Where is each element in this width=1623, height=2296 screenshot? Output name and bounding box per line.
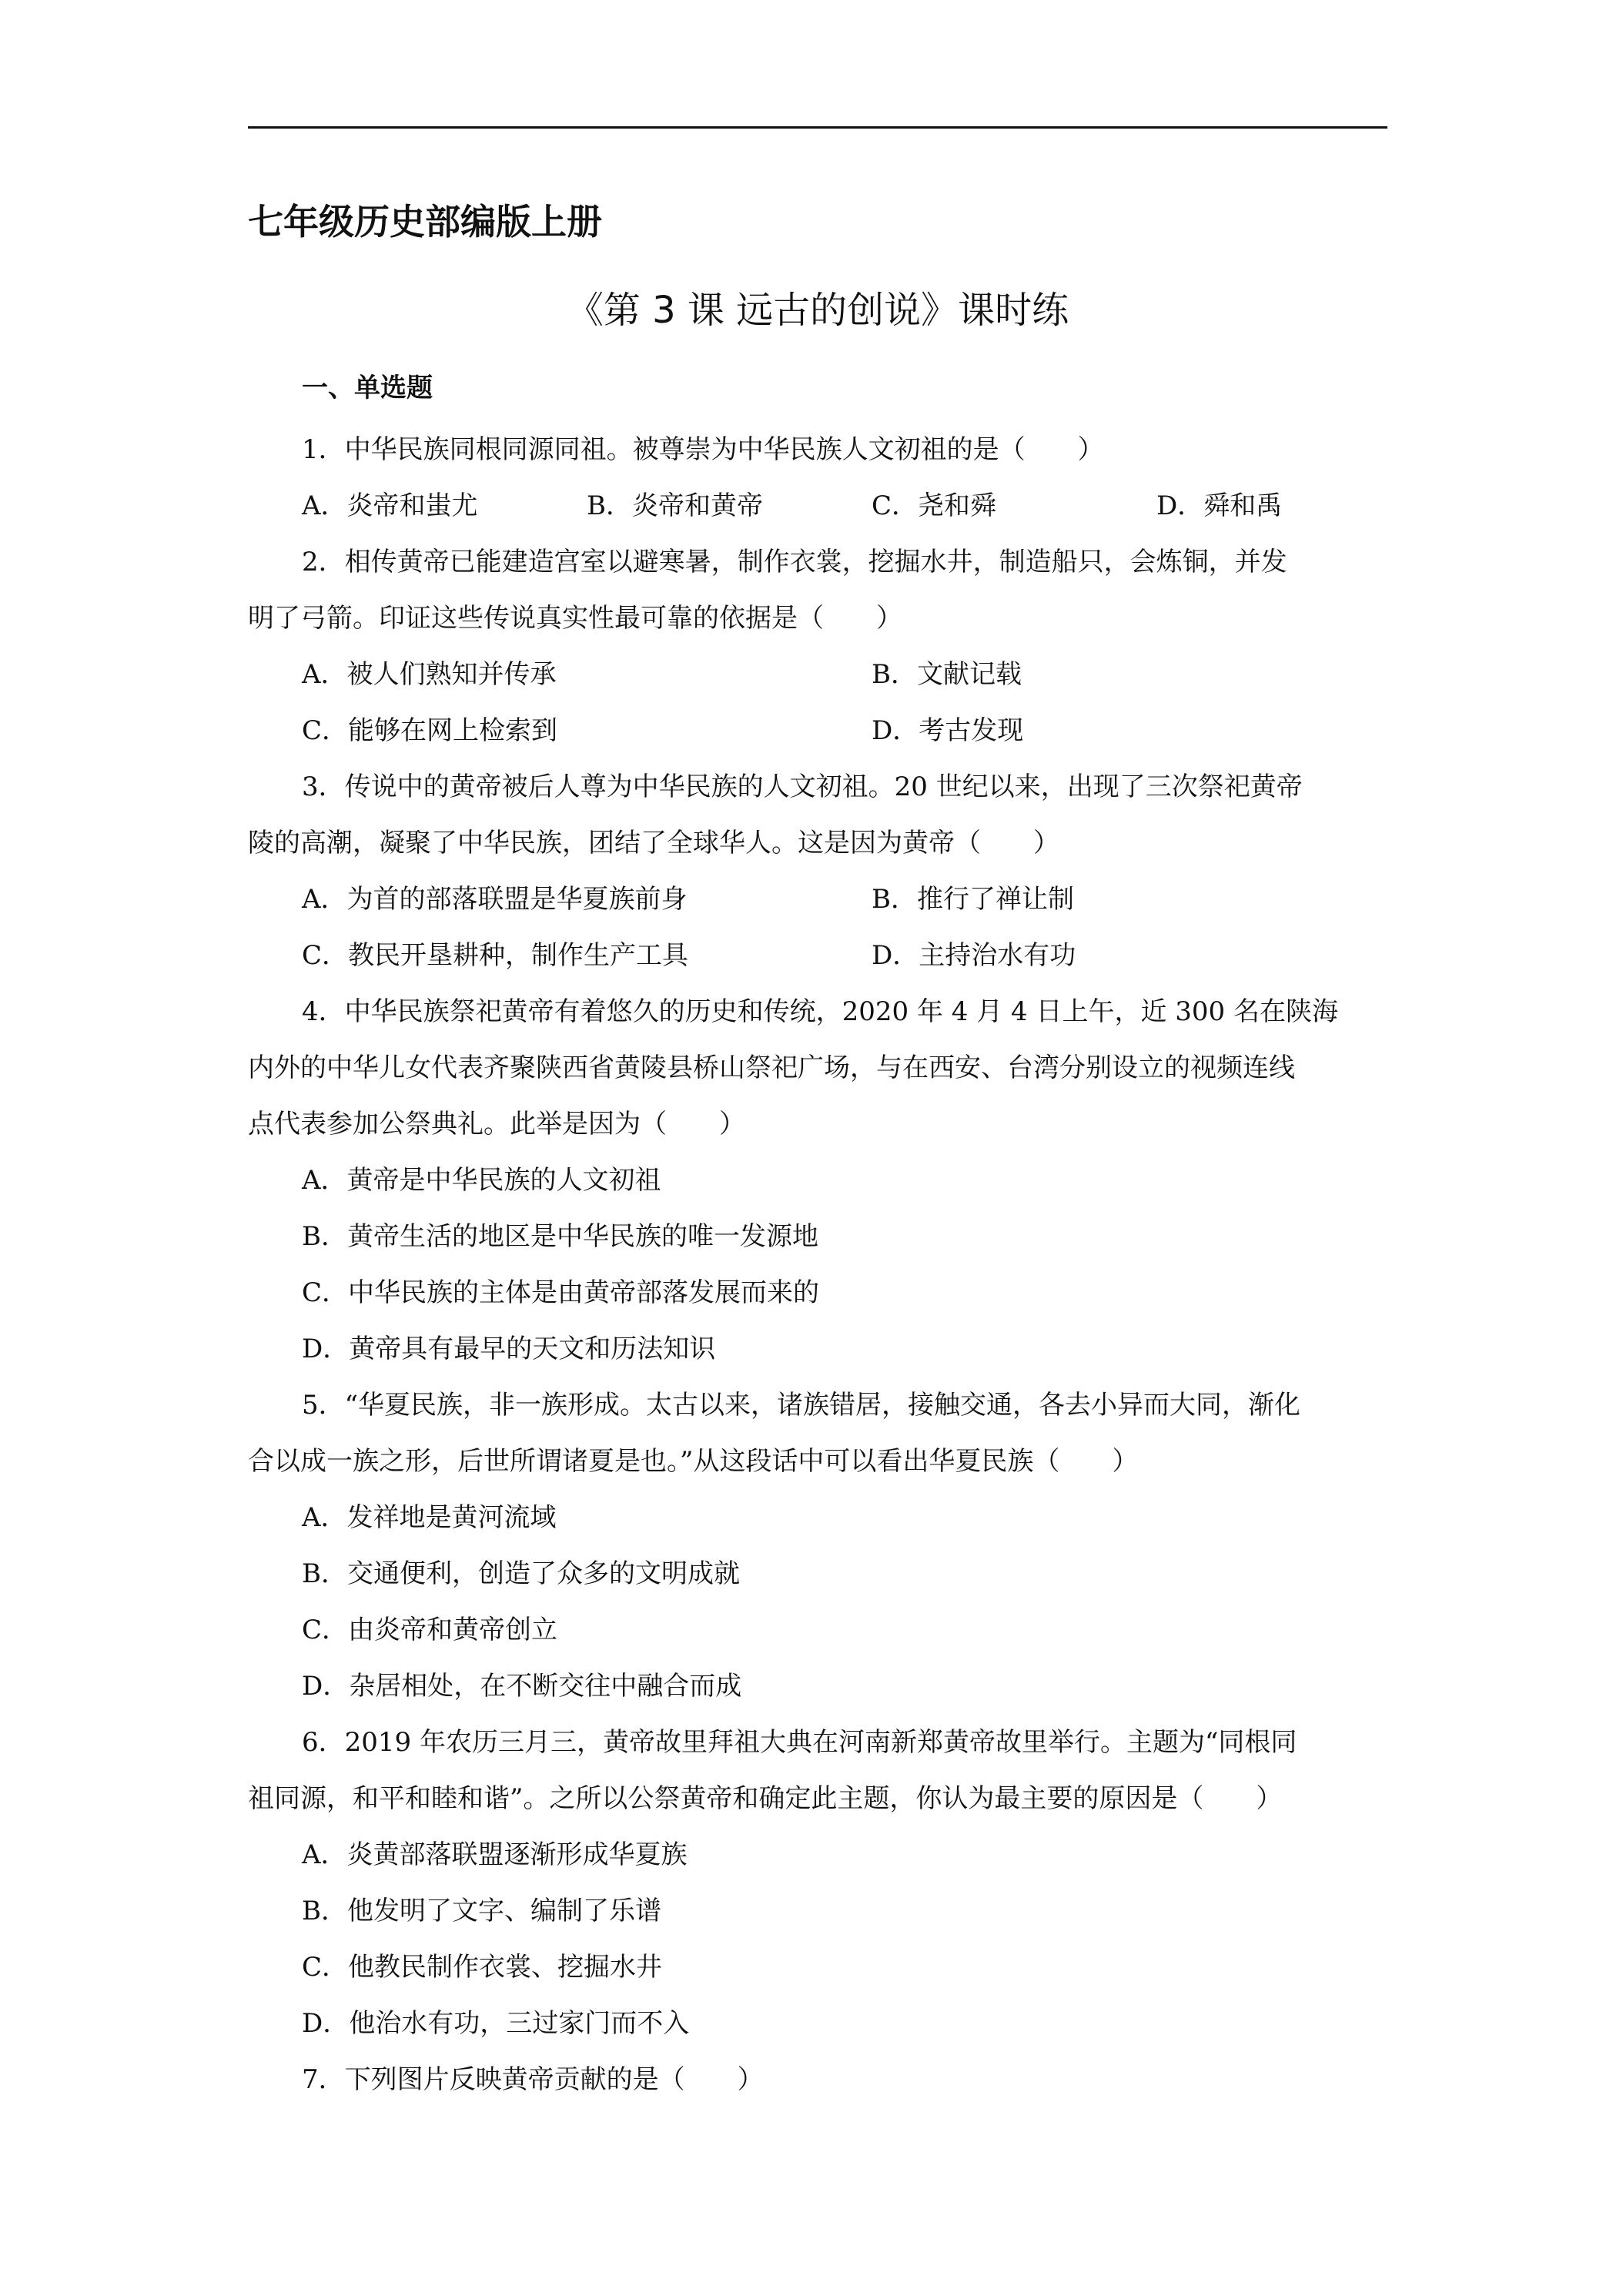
question-1 [248,422,1387,534]
top-rule [248,126,1387,129]
option-b: B．交通便利，创造了众多的文明成就 [302,1558,740,1589]
question-stem-continued: 点代表参加公祭典礼。此举是因为（ ） [248,1109,745,1140]
option-b: B．他发明了文字、编制了乐谱 [302,1896,661,1926]
question-4 [248,984,1387,1377]
option-b: B．炎帝和黄帝 [587,490,763,521]
option-c: C．他教民制作衣裳、挖掘水井 [302,1952,663,1983]
question-stem: 2．相传黄帝已能建造宫室以避寒暑，制作衣裳，挖掘水井，制造船只，会炼铜，并发 [302,547,1287,577]
option-d: D．他治水有功，三过家门而不入 [302,2008,690,2039]
option-d: D．杂居相处，在不断交往中融合而成 [302,1671,742,1702]
question-list [248,422,1387,2108]
option-c: C．能够在网上检索到 [302,715,558,746]
option-a: A．发祥地是黄河流域 [302,1502,557,1533]
options-row [248,478,1387,534]
question-stem: 5．“华夏民族，非一族形成。太古以来，诸族错居，接触交通，各去小异而大同，渐化 [302,1390,1301,1421]
question-stem-continued: 内外的中华儿女代表齐聚陕西省黄陵县桥山祭祀广场，与在西安、台湾分别设立的视频连线 [248,1053,1295,1083]
options-row [248,872,1387,928]
question-2 [248,534,1387,759]
question-5 [248,1377,1387,1715]
option-a: A．炎帝和蚩尤 [302,490,478,521]
option-a: A．黄帝是中华民族的人文初祖 [302,1165,661,1196]
option-b: B．推行了禅让制 [872,884,1074,915]
options-row [248,928,1387,984]
question-stem: 1．中华民族同根同源同祖。被尊崇为中华民族人文初祖的是（ ） [302,434,1104,465]
question-3 [248,759,1387,984]
options-row [248,647,1387,703]
option-c: C．尧和舜 [872,490,997,521]
option-a: A．炎黄部落联盟逐渐形成华夏族 [302,1839,688,1870]
question-stem-continued: 祖同源，和平和睦和谐”。之所以公祭黄帝和确定此主题，你认为最主要的原因是（ ） [248,1783,1283,1814]
question-stem: 7．下列图片反映黄帝贡献的是（ ） [302,2064,764,2095]
question-stem-continued: 明了弓箭。印证这些传说真实性最可靠的依据是（ ） [248,603,902,634]
document-header: 七年级历史部编版上册 [248,201,602,243]
question-7 [248,2052,1387,2108]
question-6 [248,1715,1387,2052]
option-c: C．教民开垦耕种，制作生产工具 [302,940,689,971]
option-d: D．主持治水有功 [872,940,1076,971]
question-stem-continued: 合以成一族之形，后世所谓诸夏是也。”从这段话中可以看出华夏民族（ ） [248,1446,1139,1477]
question-stem: 6．2019 年农历三月三，黄帝故里拜祖大典在河南新郑黄帝故里举行。主题为“同根同 [302,1727,1297,1758]
option-b: B．文献记载 [872,659,1022,690]
option-a: A．被人们熟知并传承 [302,659,557,690]
question-stem: 4．中华民族祭祀黄帝有着悠久的历史和传统，2020 年 4 月 4 日上午，近 300 名在陕海 [302,996,1338,1027]
section-heading: 一、单选题 [302,373,433,403]
document-title: 《第 3 课 远古的创说》课时练 [566,289,1069,332]
option-d: D．黄帝具有最早的天文和历法知识 [302,1334,716,1364]
option-a: A．为首的部落联盟是华夏族前身 [302,884,688,915]
options-row [248,703,1387,759]
question-stem-continued: 陵的高潮，凝聚了中华民族，团结了全球华人。这是因为黄帝（ ） [248,828,1059,858]
question-stem: 3．传说中的黄帝被后人尊为中华民族的人文初祖。20 世纪以来，出现了三次祭祀黄帝 [302,771,1303,802]
option-b: B．黄帝生活的地区是中华民族的唯一发源地 [302,1221,818,1252]
option-d: D．舜和禹 [1156,490,1283,521]
option-d: D．考古发现 [872,715,1024,746]
option-c: C．中华民族的主体是由黄帝部落发展而来的 [302,1277,820,1308]
option-c: C．由炎帝和黄帝创立 [302,1615,558,1645]
